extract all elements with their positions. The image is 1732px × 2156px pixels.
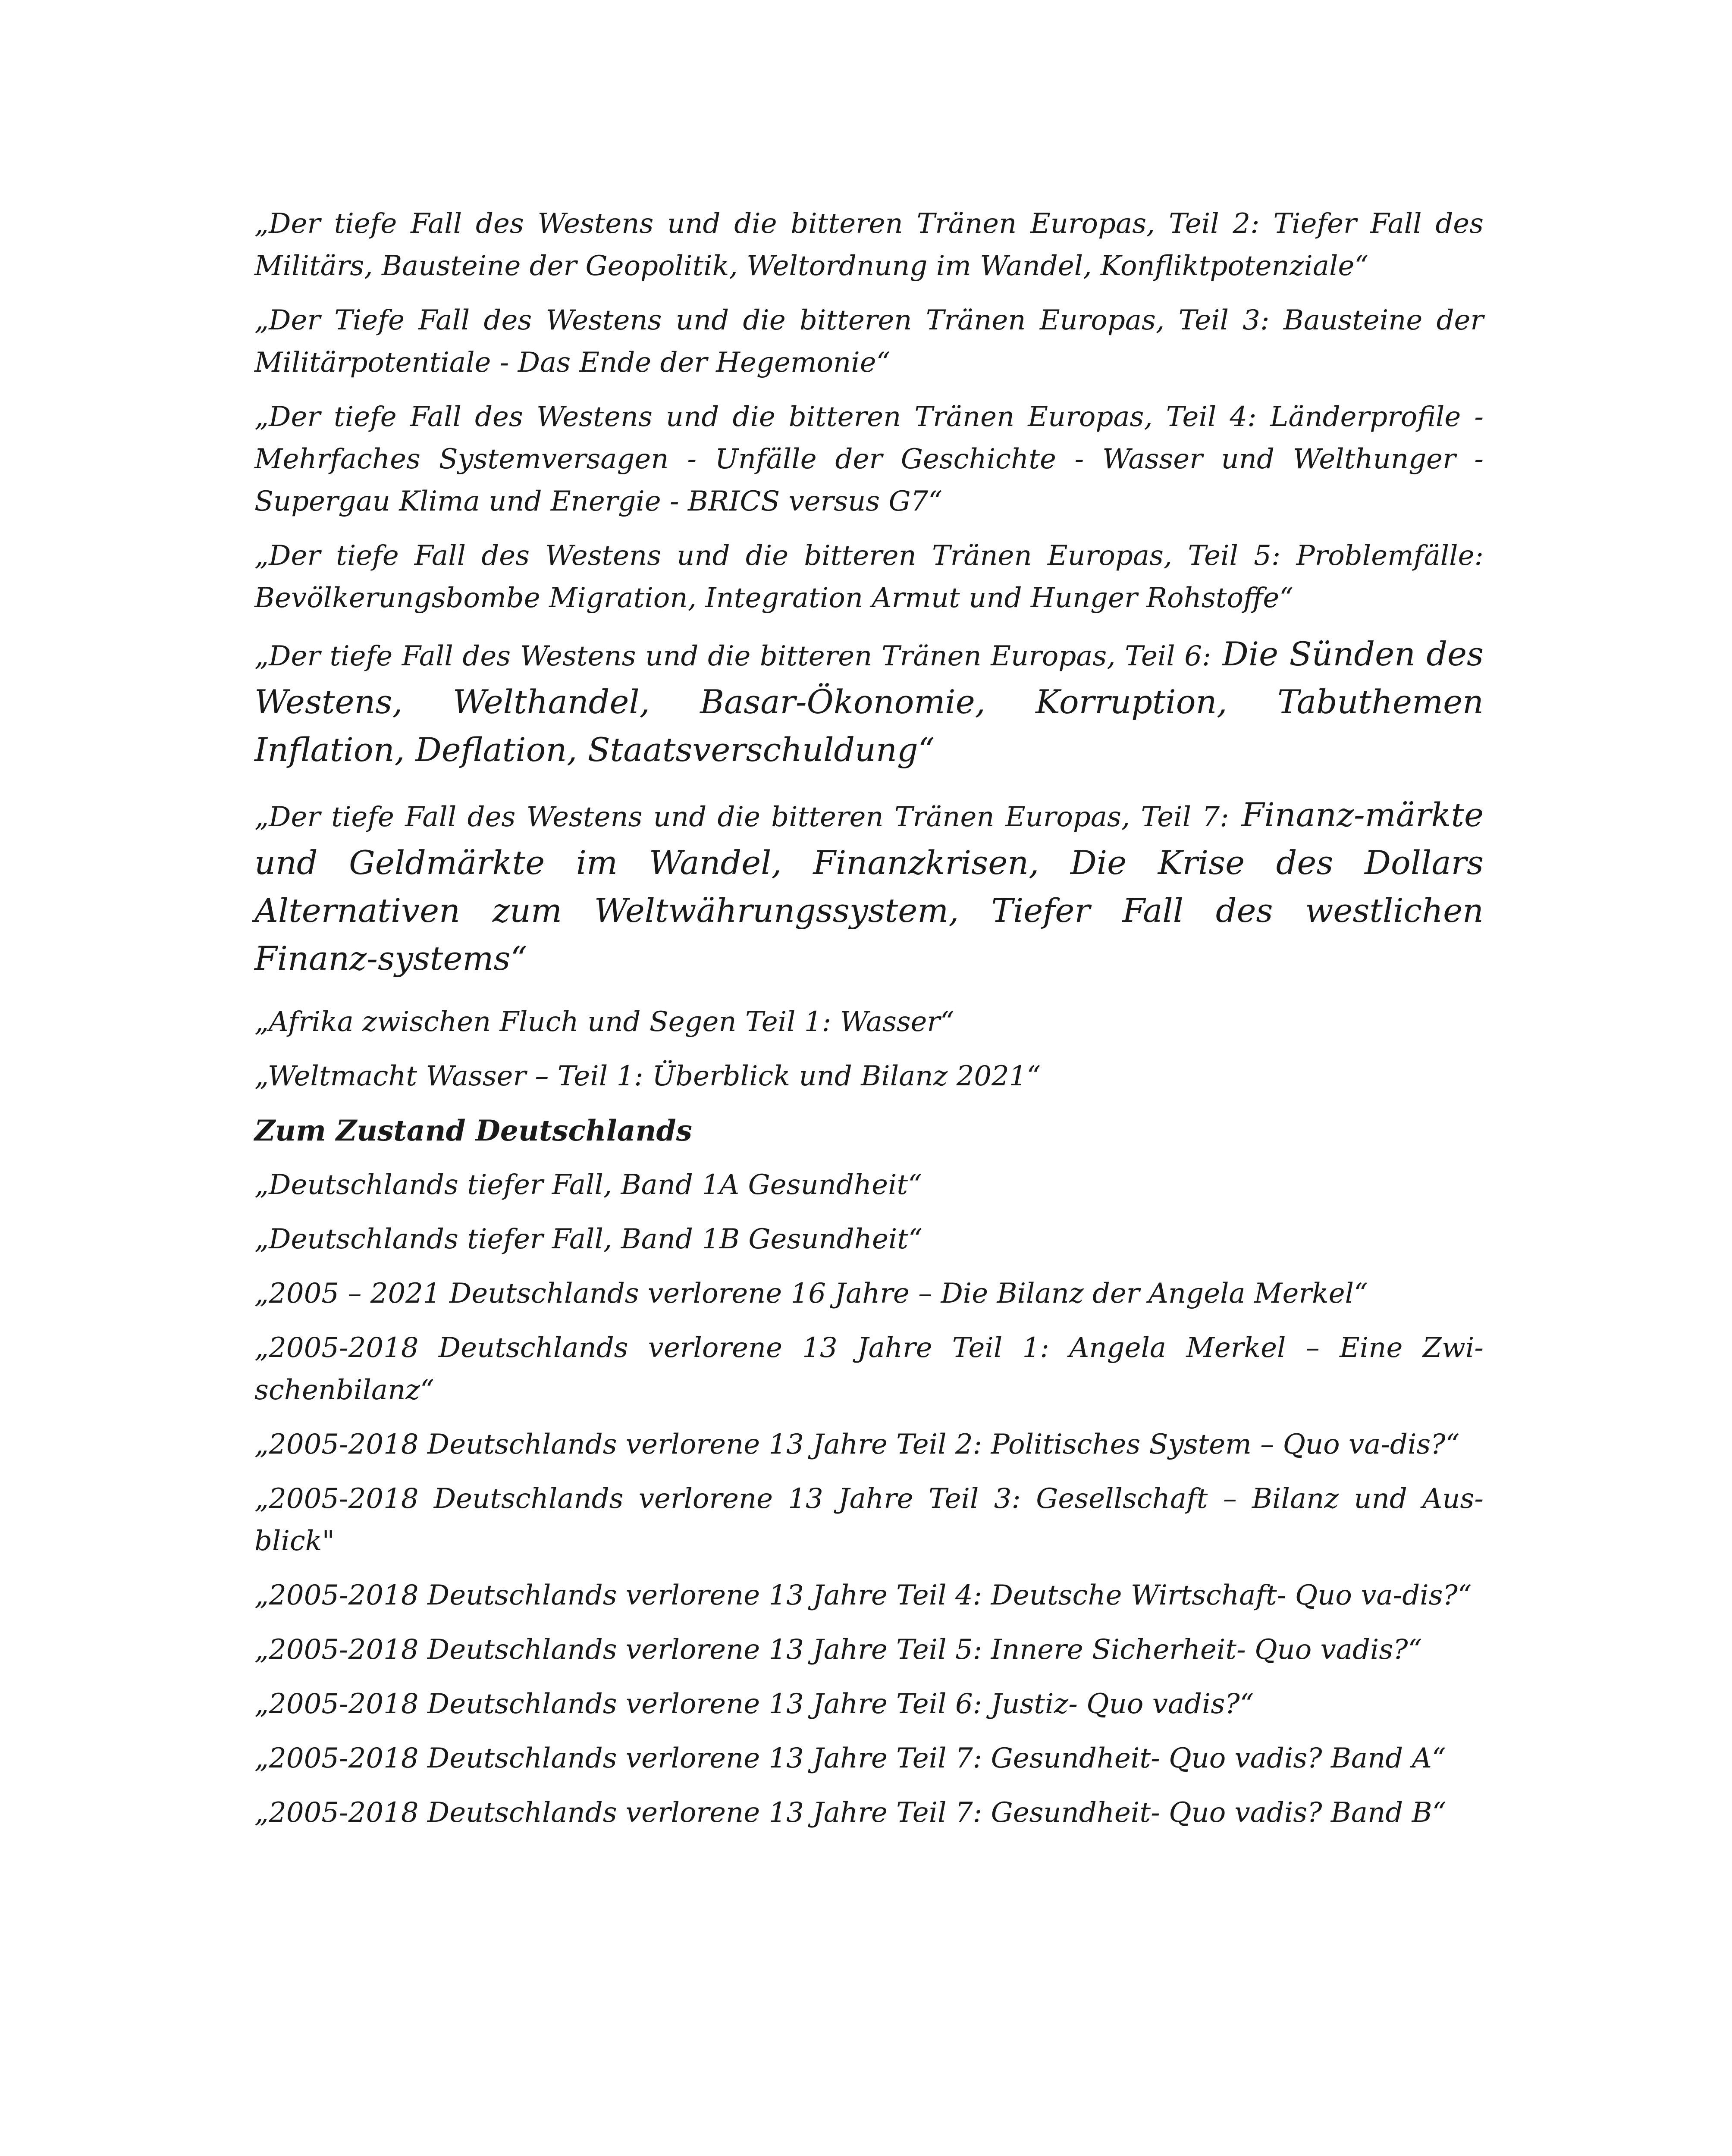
list-item bbox=[254, 631, 1484, 775]
list-item: „2005-2018 Deutschlands verlorene 13 Jahre Teil 6: Justiz- Quo vadis?“ bbox=[254, 1688, 1254, 1720]
list-item: „Deutschlands tiefer Fall, Band 1A Gesundheit“ bbox=[254, 1169, 922, 1201]
entry-title-large: Finanz-märkte und Geldmärkte im Wandel, Finanzkrisen, Die Krise des Dollars Alternativen zum Weltwährungssystem, Tiefer Fall des westlichen Finanz-systems“ bbox=[254, 796, 1484, 978]
list-item: „Deutschlands tiefer Fall, Band 1B Gesundheit“ bbox=[254, 1223, 922, 1255]
list-item: „2005-2018 Deutschlands verlorene 13 Jahre Teil 2: Politisches System – Quo va-dis?“ bbox=[254, 1429, 1460, 1460]
entry-prefix: „Der tiefe Fall des Westens und die bitteren Tränen Europas, Teil 7: bbox=[254, 801, 1229, 833]
list-item: „2005-2018 Deutschlands verlorene 13 Jahre Teil 7: Gesundheit- Quo vadis? Band B“ bbox=[254, 1797, 1446, 1829]
list-item: „2005 – 2021 Deutschlands verlorene 16 Jahre – Die Bilanz der Angela Merkel“ bbox=[254, 1278, 1368, 1310]
list-item: „2005-2018 Deutschlands verlorene 13 Jahre Teil 3: Gesellschaft – Bilanz und Aus-blick" bbox=[254, 1483, 1484, 1557]
bibliography-list bbox=[254, 203, 1484, 1846]
section-heading: Zum Zustand Deutschlands bbox=[254, 1114, 692, 1147]
list-item: „Der tiefe Fall des Westens und die bitteren Tränen Europas, Teil 4: Länderprofile - Mehrfaches Systemversagen - Unfälle der Geschichte - Wasser und Welthunger - Supergau Klima und Energie - BRICS versus G7“ bbox=[254, 401, 1484, 517]
list-item: „2005-2018 Deutschlands verlorene 13 Jahre Teil 7: Gesundheit- Quo vadis? Band A“ bbox=[254, 1742, 1446, 1774]
list-item: „Afrika zwischen Fluch und Segen Teil 1: Wasser“ bbox=[254, 1006, 954, 1038]
list-item: „Der Tiefe Fall des Westens und die bitteren Tränen Europas, Teil 3: Bausteine der Militärpotentiale - Das Ende der Hegemonie“ bbox=[254, 304, 1484, 379]
list-item: „2005-2018 Deutschlands verlorene 13 Jahre Teil 1: Angela Merkel – Eine Zwi-schenbilanz“ bbox=[254, 1332, 1484, 1406]
list-item: „Der tiefe Fall des Westens und die bitteren Tränen Europas, Teil 2: Tiefer Fall des Militärs, Bausteine der Geopolitik, Weltordnung im Wandel, Konfliktpotenziale“ bbox=[254, 208, 1484, 282]
list-item bbox=[254, 792, 1484, 984]
list-item: „Der tiefe Fall des Westens und die bitteren Tränen Europas, Teil 5: Problemfälle: Bevölkerungsbombe Migration, Integration Armut und Hunger Rohstoffe“ bbox=[254, 540, 1484, 614]
entry-prefix: „Der tiefe Fall des Westens und die bitteren Tränen Europas, Teil 6: bbox=[254, 640, 1211, 672]
list-item: „2005-2018 Deutschlands verlorene 13 Jahre Teil 5: Innere Sicherheit- Quo vadis?“ bbox=[254, 1634, 1422, 1666]
entry-title-large: Die Sünden des Westens, Welthandel, Basar-Ökonomie, Korruption, Tabuthemen Inflation, Deflation, Staatsverschuldung“ bbox=[254, 635, 1484, 769]
list-item: „Weltmacht Wasser – Teil 1: Überblick und Bilanz 2021“ bbox=[254, 1060, 1041, 1092]
list-item: „2005-2018 Deutschlands verlorene 13 Jahre Teil 4: Deutsche Wirtschaft- Quo va-dis?“ bbox=[254, 1579, 1472, 1611]
